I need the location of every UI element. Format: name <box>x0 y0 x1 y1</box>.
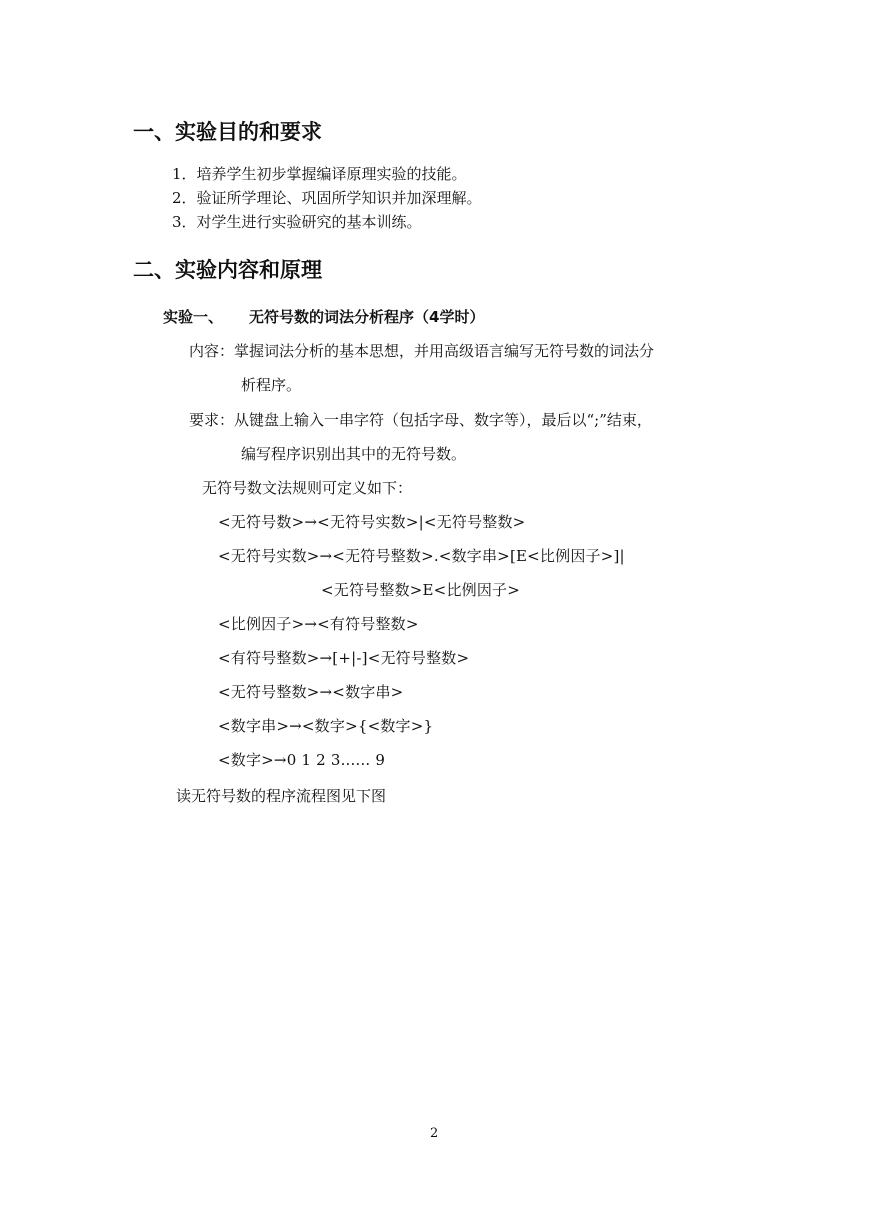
grammar-rule-2: <无符号实数>→<无符号整数>.<数字串>[E<比例因子>]| <box>218 547 625 565</box>
requirement-line-1: 要求：从键盘上输入一串字符（包括字母、数字等），最后以“;”结束， <box>189 411 652 429</box>
grammar-rule-1: <无符号数>→<无符号实数>|<无符号整数> <box>218 513 526 531</box>
grammar-intro: 无符号数文法规则可定义如下： <box>202 479 413 497</box>
grammar-rule-2-continued: <无符号整数>E<比例因子> <box>321 581 521 599</box>
experiment-title: 无符号数的词法分析程序（4学时） <box>249 308 485 326</box>
content-line-1: 内容：掌握词法分析的基本思想，并用高级语言编写无符号数的词法分 <box>189 342 655 360</box>
grammar-rule-4: <有符号整数>→[+|-]<无符号整数> <box>218 649 470 667</box>
grammar-rule-3: <比例因子>→<有符号整数> <box>218 615 419 633</box>
section1-heading: 一、实验目的和要求 <box>133 120 322 144</box>
content-line-2: 析程序。 <box>241 376 302 394</box>
grammar-rule-7: <数字>→0 1 2 3...... 9 <box>218 751 386 769</box>
flowchart-note: 读无符号数的程序流程图见下图 <box>176 787 387 805</box>
experiment-label: 实验一、 <box>163 308 224 326</box>
section1-item-3: 3．对学生进行实验研究的基本训练。 <box>172 213 422 231</box>
grammar-rule-5: <无符号整数>→<数字串> <box>218 683 404 701</box>
section2-heading: 二、实验内容和原理 <box>133 258 322 282</box>
section1-item-1: 1．培养学生初步掌握编译原理实验的技能。 <box>172 165 467 183</box>
requirement-line-2: 编写程序识别出其中的无符号数。 <box>241 445 467 463</box>
section1-item-2: 2．验证所学理论、巩固所学知识并加深理解。 <box>172 189 482 207</box>
page-number: 2 <box>430 1126 439 1141</box>
grammar-rule-6: <数字串>→<数字>{<数字>} <box>218 717 434 735</box>
